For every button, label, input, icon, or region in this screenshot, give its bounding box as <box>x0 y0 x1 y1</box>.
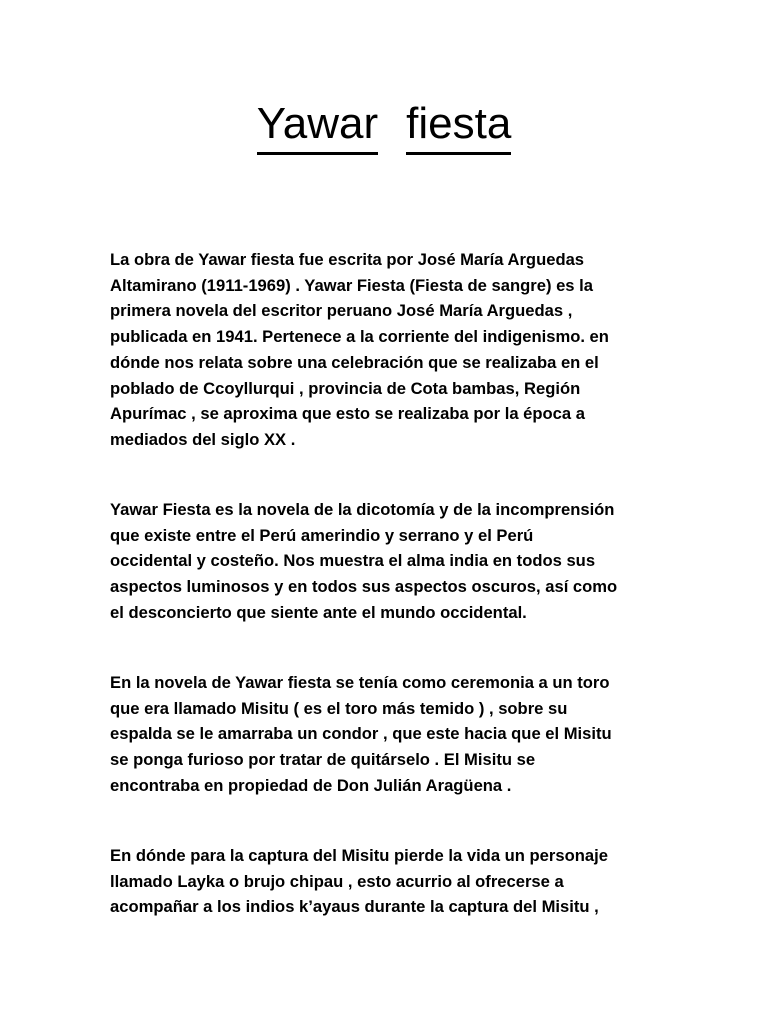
paragraph-3 <box>110 670 660 799</box>
paragraph-line: primera novela del escritor peruano José María Arguedas , <box>110 301 573 321</box>
paragraph-line: llamado Layka o brujo chipau , esto acurrio al ofrecerse a <box>110 871 564 891</box>
paragraph-line: mediados del siglo XX . <box>110 429 296 449</box>
paragraph-1 <box>110 247 660 453</box>
paragraph-line: espalda se le amarraba un condor , que este hacia que el Misitu <box>110 724 612 744</box>
paragraph-line: En la novela de Yawar fiesta se tenía como ceremonia a un toro <box>110 673 610 692</box>
paragraph-2 <box>110 497 660 626</box>
paragraph-4 <box>110 843 660 920</box>
paragraph-line: occidental y costeño. Nos muestra el alma india en todos sus <box>110 551 596 571</box>
paragraph-line: En dónde para la captura del Misitu pierde la vida un personaje <box>110 846 608 865</box>
document-title <box>0 92 768 156</box>
paragraph-line: acompañar a los indios k’ayaus durante la captura del Misitu , <box>110 897 599 917</box>
paragraph-line: se ponga furioso por tratar de quitárselo . El Misitu se <box>110 750 536 770</box>
paragraph-line: Yawar Fiesta es la novela de la dicotomía y de la incomprensión <box>110 500 615 519</box>
paragraph-line: que existe entre el Perú amerindio y serrano y el Perú <box>110 525 534 545</box>
paragraph-line: aspectos luminosos y en todos sus aspectos oscuros, así como <box>110 577 618 597</box>
paragraph-line: dónde nos relata sobre una celebración que se realizaba en el <box>110 352 599 372</box>
paragraph-line: poblado de Ccoyllurqui , provincia de Cota bambas, Región <box>110 378 581 398</box>
paragraph-line: publicada en 1941. Pertenece a la corriente del indigenismo. en <box>110 327 609 347</box>
paragraph-line: Apurímac , se aproxima que esto se realizaba por la época a <box>110 404 585 424</box>
paragraph-line: Altamirano (1911-1969) . Yawar Fiesta (Fiesta de sangre) es la <box>110 275 593 295</box>
title-word-2: fiesta <box>406 96 511 155</box>
title-word-1: Yawar <box>257 96 378 155</box>
paragraph-line: que era llamado Misitu ( es el toro más temido ) , sobre su <box>110 698 568 718</box>
paragraph-line: La obra de Yawar fiesta fue escrita por José María Arguedas <box>110 250 585 269</box>
paragraph-line: el desconcierto que siente ante el mundo occidental. <box>110 602 527 622</box>
paragraph-line: encontraba en propiedad de Don Julián Aragüena . <box>110 775 512 795</box>
